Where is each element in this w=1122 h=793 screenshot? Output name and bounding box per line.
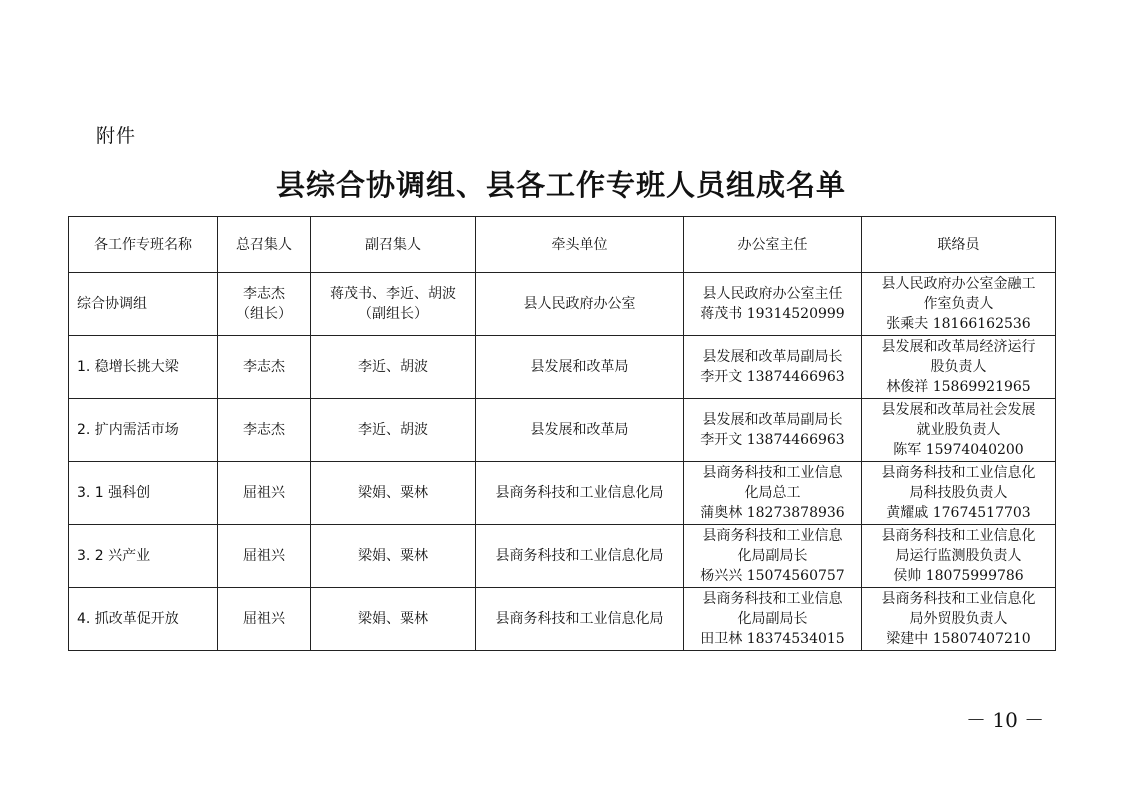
cell-lead-unit: 县发展和改革局 (476, 336, 684, 399)
cell-liaison (862, 273, 1056, 336)
cell-lead-unit: 县商务科技和工业信息化局 (476, 588, 684, 651)
cell-office-director (684, 525, 862, 588)
cell-line: 梁娟、粟林 (358, 485, 428, 501)
cell-deputy-convener (311, 273, 476, 336)
cell-line: 局外贸股负责人 (909, 611, 1008, 627)
cell-line: 化局副局长 (737, 548, 808, 564)
cell-deputy-convener (311, 462, 476, 525)
cell-group-name: 4. 抓改革促开放 (69, 588, 218, 651)
cell-line: 县人民政府办公室主任 (702, 286, 843, 302)
header-liaison: 联络员 (862, 217, 1056, 273)
cell-office-director (684, 462, 862, 525)
roster-table (68, 216, 1056, 651)
header-deputy-convener: 副召集人 (311, 217, 476, 273)
attachment-label: 附件 (96, 125, 137, 147)
cell-convener (218, 273, 311, 336)
cell-line: 李志杰 (243, 286, 285, 302)
cell-line: 梁娟、粟林 (358, 611, 428, 627)
cell-office-director (684, 273, 862, 336)
cell-line: （组长） (236, 306, 292, 322)
cell-line: 屈祖兴 (243, 548, 285, 564)
cell-line: 作室负责人 (923, 296, 994, 312)
page-number: － 10 － (966, 708, 1045, 732)
cell-liaison (862, 336, 1056, 399)
table-row (69, 462, 1056, 525)
cell-line: 化局总工 (744, 485, 801, 501)
cell-line: 李近、胡波 (358, 422, 428, 438)
cell-line: 县发展和改革局经济运行 (881, 339, 1036, 355)
cell-line: 县商务科技和工业信息 (702, 528, 843, 544)
cell-group-name: 2. 扩内需活市场 (69, 399, 218, 462)
table-row (69, 525, 1056, 588)
cell-liaison (862, 588, 1056, 651)
cell-convener (218, 588, 311, 651)
cell-line: 县商务科技和工业信息化 (881, 465, 1036, 481)
cell-line: 县发展和改革局社会发展 (881, 402, 1036, 418)
cell-line: 县发展和改革局副局长 (702, 349, 843, 365)
cell-line: 县商务科技和工业信息化 (881, 591, 1036, 607)
cell-convener (218, 525, 311, 588)
document-title: 县综合协调组、县各工作专班人员组成名单 (275, 168, 846, 202)
cell-line: 股负责人 (930, 359, 987, 375)
cell-office-director (684, 336, 862, 399)
cell-deputy-convener (311, 588, 476, 651)
cell-line: 林俊祥 15869921965 (886, 379, 1031, 395)
cell-lead-unit: 县人民政府办公室 (476, 273, 684, 336)
cell-line: 梁建中 15807407210 (886, 631, 1031, 647)
cell-convener (218, 336, 311, 399)
cell-line: 蒋茂书、李近、胡波 (330, 286, 456, 302)
cell-deputy-convener (311, 525, 476, 588)
cell-lead-unit: 县发展和改革局 (476, 399, 684, 462)
table-row (69, 399, 1056, 462)
cell-line: 县发展和改革局副局长 (702, 412, 843, 428)
cell-group-name: 1. 稳增长挑大梁 (69, 336, 218, 399)
cell-office-director (684, 399, 862, 462)
cell-line: 蒋茂书 19314520999 (700, 306, 845, 322)
cell-line: 李近、胡波 (358, 359, 428, 375)
cell-line: 屈祖兴 (243, 485, 285, 501)
cell-office-director (684, 588, 862, 651)
cell-line: 化局副局长 (737, 611, 808, 627)
header-office-director: 办公室主任 (684, 217, 862, 273)
table-row (69, 588, 1056, 651)
cell-line: 就业股负责人 (916, 422, 1001, 438)
cell-line: 县商务科技和工业信息化 (881, 528, 1036, 544)
cell-group-name: 3. 1 强科创 (69, 462, 218, 525)
cell-line: 县商务科技和工业信息 (702, 465, 843, 481)
cell-line: 梁娟、粟林 (358, 548, 428, 564)
table-row (69, 336, 1056, 399)
cell-lead-unit: 县商务科技和工业信息化局 (476, 525, 684, 588)
cell-line: 黄耀戚 17674517703 (886, 505, 1031, 521)
cell-convener (218, 462, 311, 525)
cell-line: 县商务科技和工业信息 (702, 591, 843, 607)
table-body (69, 273, 1056, 651)
table-row (69, 273, 1056, 336)
cell-line: 蒲奥林 18273878936 (700, 505, 845, 521)
cell-line: 李志杰 (243, 359, 285, 375)
cell-line: 李开文 13874466963 (700, 432, 845, 448)
cell-line: 局科技股负责人 (909, 485, 1008, 501)
header-lead-unit: 牵头单位 (476, 217, 684, 273)
cell-liaison (862, 399, 1056, 462)
cell-line: 李开文 13874466963 (700, 369, 845, 385)
cell-line: （副组长） (358, 306, 428, 322)
cell-line: 张乘夫 18166162536 (886, 316, 1031, 332)
cell-line: 屈祖兴 (243, 611, 285, 627)
header-convener: 总召集人 (218, 217, 311, 273)
cell-group-name: 3. 2 兴产业 (69, 525, 218, 588)
cell-line: 李志杰 (243, 422, 285, 438)
table-header-row (69, 217, 1056, 273)
cell-liaison (862, 525, 1056, 588)
cell-liaison (862, 462, 1056, 525)
cell-deputy-convener (311, 336, 476, 399)
cell-group-name: 综合协调组 (69, 273, 218, 336)
cell-deputy-convener (311, 399, 476, 462)
cell-line: 杨兴兴 15074560757 (700, 568, 845, 584)
header-group-name: 各工作专班名称 (69, 217, 218, 273)
cell-line: 陈军 15974040200 (893, 442, 1024, 458)
cell-line: 局运行监测股负责人 (895, 548, 1022, 564)
cell-line: 县人民政府办公室金融工 (881, 276, 1036, 292)
cell-line: 侯帅 18075999786 (893, 568, 1024, 584)
cell-lead-unit: 县商务科技和工业信息化局 (476, 462, 684, 525)
cell-line: 田卫林 18374534015 (700, 631, 845, 647)
cell-convener (218, 399, 311, 462)
